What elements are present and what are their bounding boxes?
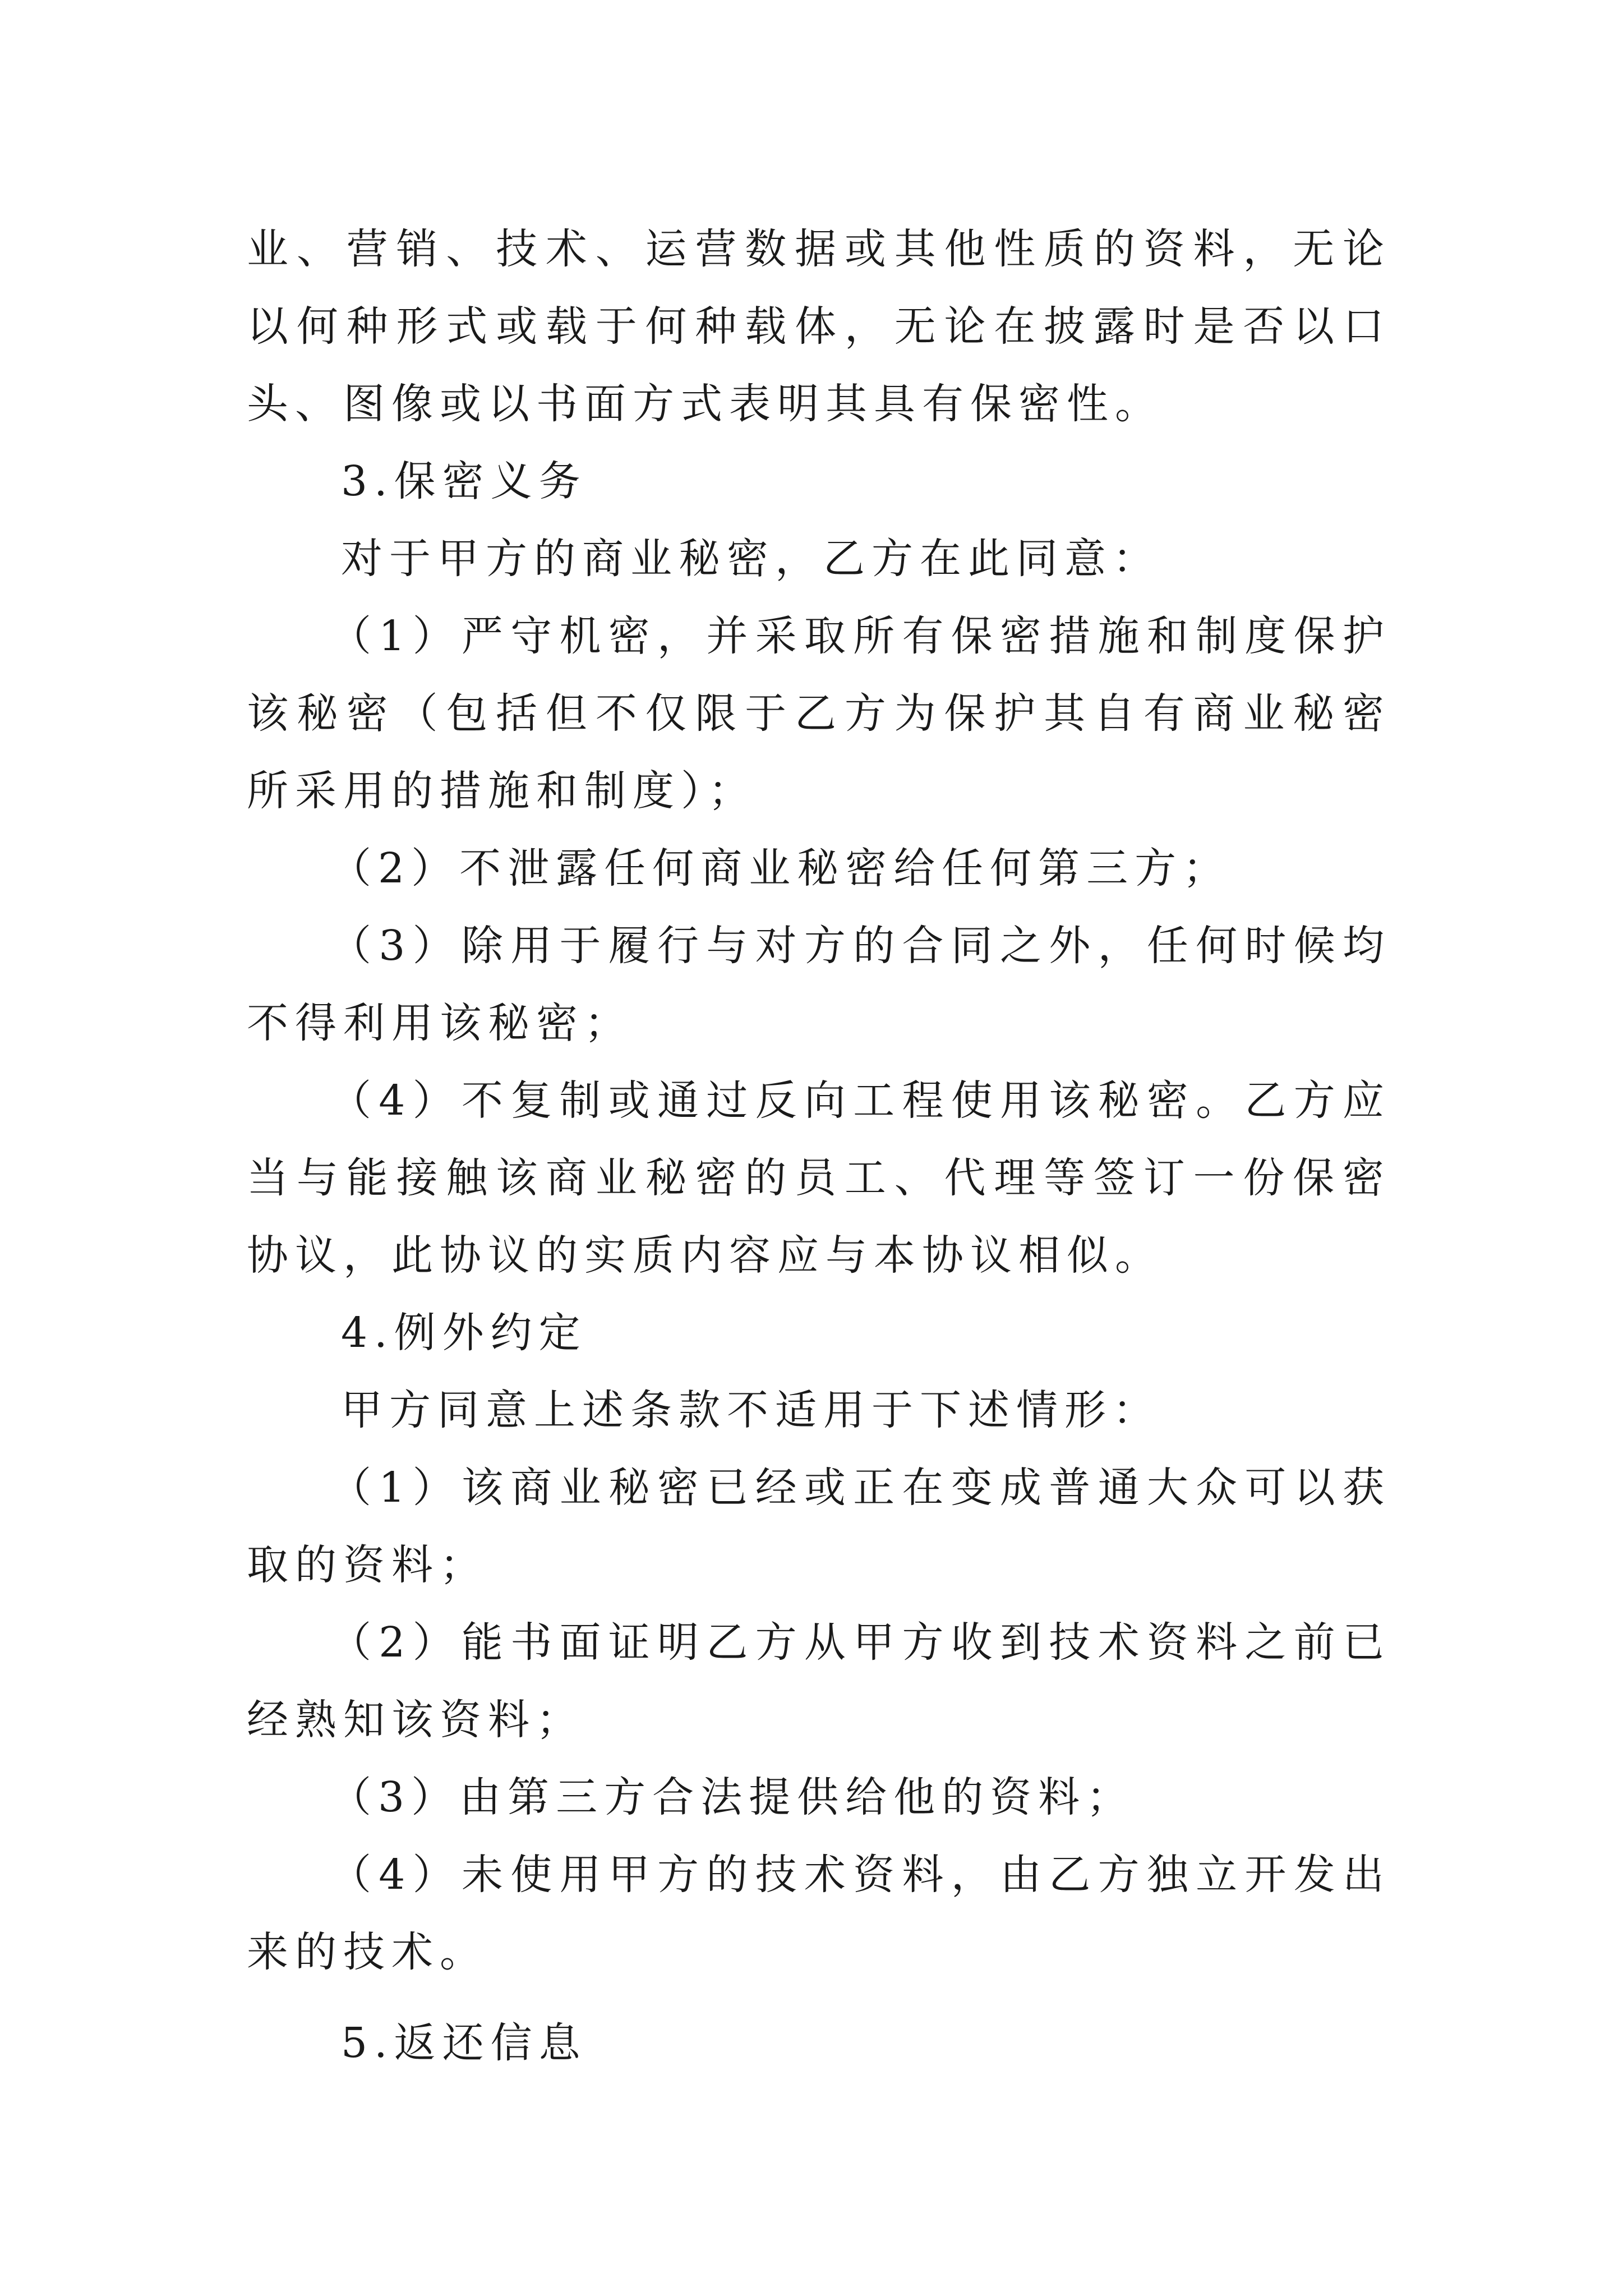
- section-heading-exceptions: 4.例外约定: [341, 1309, 587, 1357]
- section-heading-return-information: 5.返还信息: [341, 2019, 587, 2067]
- obligation-item-1: （1）严守机密，并采取所有保密措施和制度保护该秘密（包括但不仅限于乙方为保护其自有商业秘密所采用的措施和制度）；: [247, 612, 1391, 815]
- obligation-item-2: （2）不泄露任何商业秘密给任何第三方；: [330, 844, 1232, 892]
- section-heading-confidentiality-obligation: 3.保密义务: [341, 457, 587, 505]
- exception-item-4: （4）未使用甲方的技术资料，由乙方独立开发出来的技术。: [247, 1851, 1391, 1976]
- exception-item-3: （3）由第三方合法提供给他的资料；: [330, 1773, 1135, 1821]
- obligation-item-3: （3）除用于履行与对方的合同之外，任何时候均不得利用该秘密；: [247, 922, 1391, 1047]
- exception-item-1: （1）该商业秘密已经或正在变成普通大众可以获取的资料；: [247, 1464, 1391, 1589]
- obligation-item-4: （4）不复制或通过反向工程使用该秘密。乙方应当与能接触该商业秘密的员工、代理等签订一份保密协议，此协议的实质内容应与本协议相似。: [247, 1076, 1391, 1280]
- paragraph-party-a-agrees: 甲方同意上述条款不适用于下述情形：: [341, 1386, 1161, 1434]
- paragraph-party-b-agrees: 对于甲方的商业秘密，乙方在此同意：: [341, 535, 1161, 583]
- document-body: [247, 210, 1391, 2082]
- exception-item-2: （2）能书面证明乙方从甲方收到技术资料之前已经熟知该资料；: [247, 1618, 1391, 1744]
- paragraph-continued-definition: 业、营销、技术、运营数据或其他性质的资料，无论以何种形式或载于何种载体，无论在披露时是否以口头、图像或以书面方式表明其具有保密性。: [247, 225, 1391, 428]
